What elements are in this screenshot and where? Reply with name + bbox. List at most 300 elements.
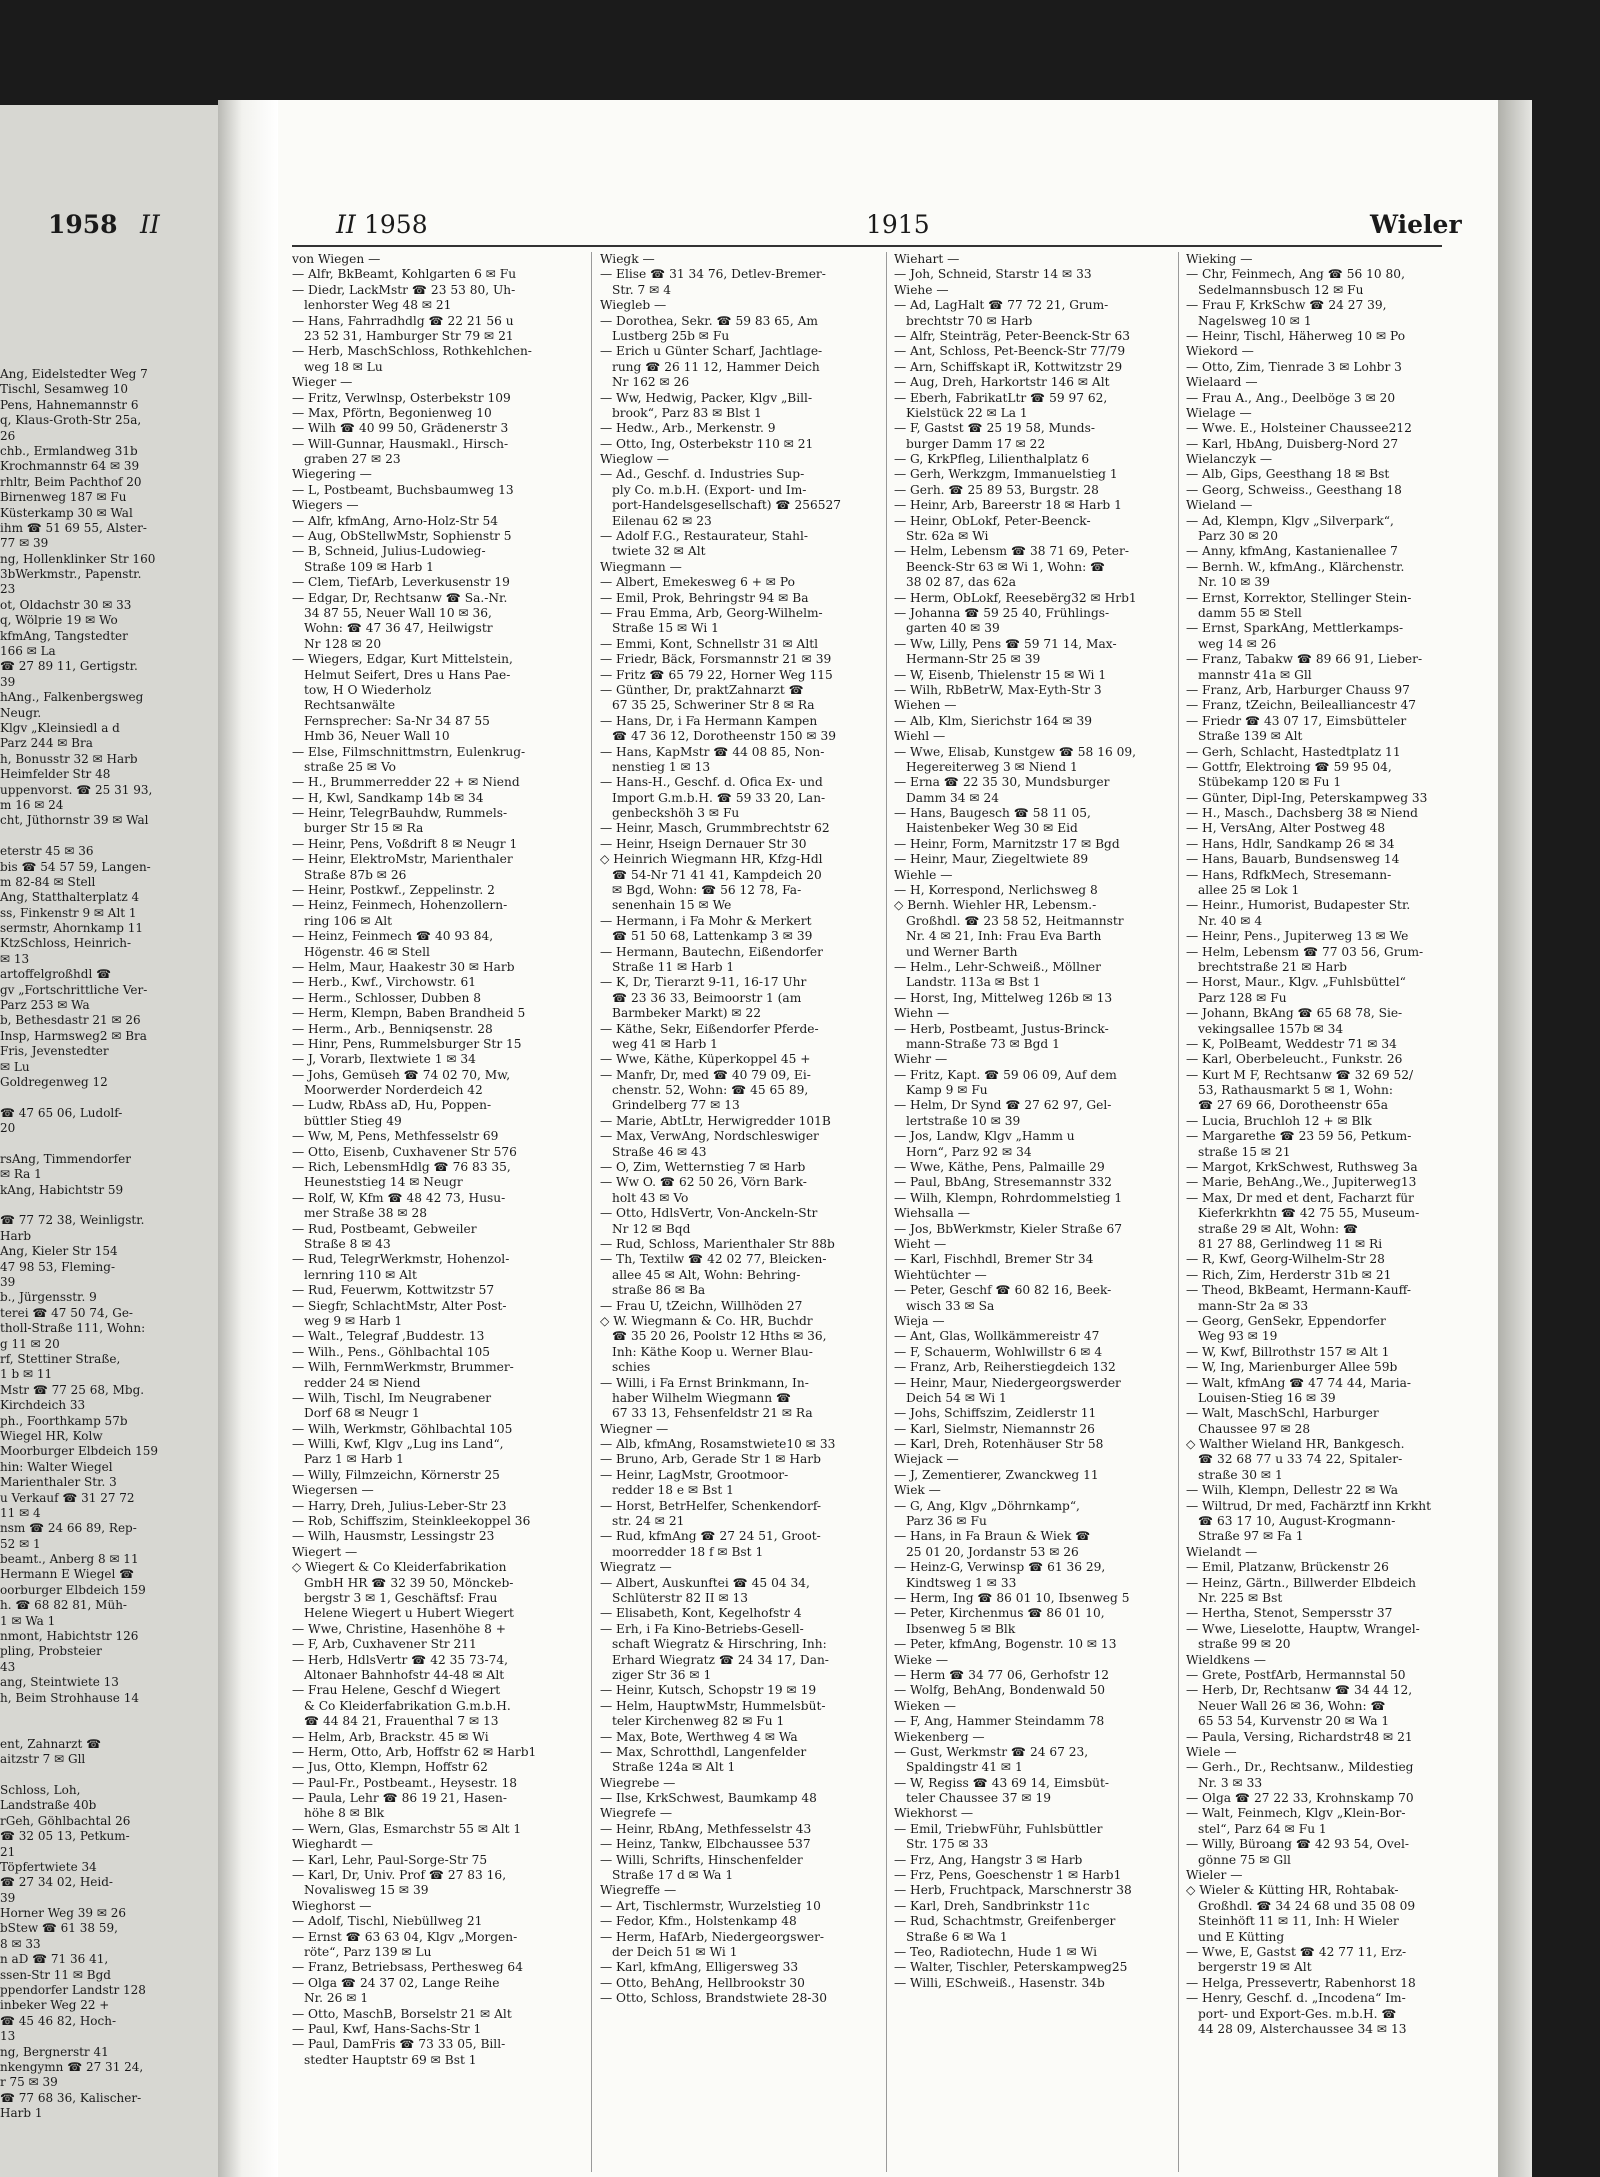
surname-heading: Wiegert — <box>292 1544 358 1559</box>
entry-line: höhe 8 ✉ Blk <box>304 1806 385 1821</box>
entry-line: Högenstr. 46 ✉ Stell <box>304 944 430 959</box>
entry-line: port-Handelsgesellschaft) ☎ 256527 <box>612 498 841 513</box>
entry-line: — Hermann, Bautechn, Eißendorfer <box>600 944 823 959</box>
surname-heading: Wielanczyk — <box>1186 452 1273 467</box>
entry-line: — Franz, Arb, Reiherstiegdeich 132 <box>894 1360 1116 1375</box>
entry-line: — Heinr, ElektroMstr, Marienthaler <box>292 852 513 867</box>
entry-line: ◇ Walther Wieland HR, Bankgesch. <box>1186 1437 1405 1452</box>
fragment-line: ot, Oldachstr 30 ✉ 33 <box>0 597 132 612</box>
entry-line: — Th, Textilw ☎ 42 02 77, Bleicken- <box>600 1252 827 1267</box>
entry-line: stedter Hauptstr 69 ✉ Bst 1 <box>304 2052 477 2067</box>
entry-line: und Werner Barth <box>906 944 1018 959</box>
entry-line: Str. 7 ✉ 4 <box>612 282 671 297</box>
entry-line: Schlüterstr 82 II ✉ 13 <box>612 1590 749 1605</box>
entry-line: — Johann, BkAng ☎ 65 68 78, Sie- <box>1186 1006 1403 1021</box>
entry-line: — F, Ang, Hammer Steindamm 78 <box>894 1714 1105 1729</box>
entry-line: röte“, Parz 139 ✉ Lu <box>304 1944 432 1959</box>
entry-line: ✉ Bgd, Wohn: ☎ 56 12 78, Fa- <box>612 883 802 898</box>
page-edge <box>1498 100 1532 2177</box>
entry-line: Dorf 68 ✉ Neugr 1 <box>304 1406 420 1421</box>
entry-line: nenstieg 1 ✉ 13 <box>612 759 711 774</box>
fragment-line: h. ☎ 68 82 81, Müh- <box>0 1598 127 1613</box>
entry-line: Parz 128 ✉ Fu <box>1198 990 1287 1005</box>
entry-line: Nagelsweg 10 ✉ 1 <box>1198 313 1312 328</box>
entry-line: — Willy, Büroang ☎ 42 93 54, Ovel- <box>1186 1837 1410 1852</box>
entry-line: — Wilh, Klempn, Dellestr 22 ✉ Wa <box>1186 1483 1398 1498</box>
entry-line: — Elise ☎ 31 34 76, Detlev-Bremer- <box>600 267 826 282</box>
entry-line: — Wwe, Käthe, Pens, Palmaille 29 <box>894 1160 1105 1175</box>
fragment-line: Goldregenweg 12 <box>0 1074 108 1089</box>
entry-line: — Siegfr, SchlachtMstr, Alter Post- <box>292 1298 507 1313</box>
entry-line: — Olga ☎ 24 37 02, Lange Reihe <box>292 1975 500 1990</box>
entry-line: — H., Brummerredder 22 + ✉ Niend <box>292 775 520 790</box>
entry-line: Haistenbeker Weg 30 ✉ Eid <box>906 821 1078 836</box>
entry-line: — Rud, Schachtmstr, Greifenberger <box>894 1914 1116 1929</box>
entry-line: — Helm., Lehr-Schweiß., Möllner <box>894 959 1101 974</box>
fragment-line: Parz 244 ✉ Bra <box>0 736 93 751</box>
surname-heading: Wiele — <box>1186 1744 1237 1759</box>
entry-line: — Erich u Günter Scharf, Jachtlage- <box>600 344 823 359</box>
fragment-line: 39 <box>0 674 16 689</box>
surname-heading: Wiekord — <box>1186 344 1254 359</box>
entry-line: chenstr. 52, Wohn: ☎ 45 65 89, <box>612 1083 809 1098</box>
entry-line: ☎ 54-Nr 71 41 41, Kampdeich 20 <box>612 867 822 882</box>
entry-line: — Wilh ☎ 40 99 50, Grädenerstr 3 <box>292 421 509 436</box>
entry-line: — Alb, Klm, Sierichstr 164 ✉ 39 <box>894 713 1093 728</box>
entry-line: — Frau Helene, Geschf d Wiegert <box>292 1683 501 1698</box>
entry-line: — Ww, Hedwig, Packer, Klgv „Bill- <box>600 390 813 405</box>
surname-heading: Wiegmann — <box>600 559 682 574</box>
entry-line: 53, Rathausmarkt 5 ✉ 1, Wohn: <box>1198 1083 1393 1098</box>
entry-line: Nr. 10 ✉ 39 <box>1198 575 1270 590</box>
entry-line: — Wwe, E, Gastst ☎ 42 77 11, Erz- <box>1186 1944 1407 1959</box>
entry-line: — Heinr, TelegrBauhdw, Rummels- <box>292 806 508 821</box>
entry-line: — Bruno, Arb, Gerade Str 1 ✉ Harb <box>600 1452 821 1467</box>
fragment-line <box>0 1137 212 1152</box>
entry-line: Louisen-Stieg 16 ✉ 39 <box>1198 1390 1336 1405</box>
surname-heading: Wiegersen — <box>292 1483 374 1498</box>
entry-line: Beenck-Str 63 ✉ Wi 1, Wohn: ☎ <box>906 559 1106 574</box>
entry-line: — Hans, RdfkMech, Stresemann- <box>1186 867 1392 882</box>
fragment-line: 47 98 53, Fleming- <box>0 1259 116 1274</box>
entry-line: mann-Straße 73 ✉ Bgd 1 <box>906 1036 1060 1051</box>
entry-line: — Hertha, Stenot, Sempersstr 37 <box>1186 1606 1393 1621</box>
fragment-line: nsm ☎ 24 66 89, Rep- <box>0 1521 137 1536</box>
entry-line: — Gerh., Dr., Rechtsanw., Mildestieg <box>1186 1760 1414 1775</box>
entry-line: mann-Str 2a ✉ 33 <box>1198 1298 1309 1313</box>
entry-line: Straße 46 ✉ 43 <box>612 1144 707 1159</box>
entry-line: — Wilh, RbBetrW, Max-Eyth-Str 3 <box>894 682 1102 697</box>
entry-line: Großhdl. ☎ 23 58 52, Heitmannstr <box>906 913 1124 928</box>
entry-line: Straße 6 ✉ Wa 1 <box>906 1929 1008 1944</box>
entry-line: — Horst, Ing, Mittelweg 126b ✉ 13 <box>894 990 1113 1005</box>
entry-line: schies <box>612 1360 651 1375</box>
fragment-line: ✉ 13 <box>0 951 30 966</box>
entry-line: — Fedor, Kfm., Holstenkamp 48 <box>600 1914 797 1929</box>
entry-line: Altonaer Bahnhofstr 44-48 ✉ Alt <box>304 1667 505 1682</box>
fragment-line: bis ☎ 54 57 59, Langen- <box>0 859 151 874</box>
entry-line: — Rud, TelegrWerkmstr, Hohenzol- <box>292 1252 510 1267</box>
entry-line: — Helm, Dr Synd ☎ 27 62 97, Gel- <box>894 1098 1112 1113</box>
column-separator-3 <box>1178 252 1179 2172</box>
surname-heading: Wieghardt — <box>292 1837 373 1852</box>
entry-line: redder 24 ✉ Niend <box>304 1375 421 1390</box>
entry-line: Str. 175 ✉ 33 <box>906 1837 989 1852</box>
fragment-line: ang, Steintwiete 13 <box>0 1675 119 1690</box>
entry-line: Weg 93 ✉ 19 <box>1198 1329 1278 1344</box>
entry-line: — Emil, Platzanw, Brückenstr 26 <box>1186 1560 1389 1575</box>
entry-line: Spaldingstr 41 ✉ 1 <box>906 1760 1023 1775</box>
entry-line: straße 86 ✉ Ba <box>612 1283 706 1298</box>
entry-line: — Heinr, Hseign Dernauer Str 30 <box>600 836 807 851</box>
entry-line: damm 55 ✉ Stell <box>1198 605 1302 620</box>
fragment-line: sermstr, Ahornkamp 11 <box>0 921 144 936</box>
entry-line: — Wwe. E., Holsteiner Chaussee212 <box>1186 421 1412 436</box>
entry-line: — Frau A., Ang., Deelböge 3 ✉ 20 <box>1186 390 1396 405</box>
entry-line: genbeckshöh 3 ✉ Fu <box>612 806 740 821</box>
entry-line: — Ludw, RbAss aD, Hu, Poppen- <box>292 1098 492 1113</box>
entry-line: 38 02 87, das 62a <box>906 575 1016 590</box>
entry-line: ring 106 ✉ Alt <box>304 913 393 928</box>
entry-line: — Heinr, Maur, Niedergeorgswerder <box>894 1375 1121 1390</box>
entry-line: Hermann-Str 25 ✉ 39 <box>906 652 1041 667</box>
entry-line: — Ant, Glas, Wollkämmereistr 47 <box>894 1329 1100 1344</box>
entry-line: — Karl, HbAng, Duisberg-Nord 27 <box>1186 436 1399 451</box>
fragment-line: 26 <box>0 428 16 443</box>
entry-line: — Manfr, Dr, med ☎ 40 79 09, Ei- <box>600 1067 811 1082</box>
fragment-line: ☎ 27 89 11, Gertigstr. <box>0 659 138 674</box>
entry-line: — Helga, Pressevertr, Rabenhorst 18 <box>1186 1975 1416 1990</box>
surname-heading: von Wiegen — <box>292 252 381 266</box>
surname-heading: Wiek — <box>894 1483 941 1498</box>
entry-line: — Paul-Fr., Postbeamt., Heysestr. 18 <box>292 1775 518 1790</box>
entry-line: — Wern, Glas, Esmarchstr 55 ✉ Alt 1 <box>292 1821 522 1836</box>
surname-heading: Wiehart — <box>894 252 960 266</box>
surname-heading: Wiegrebe — <box>600 1775 676 1790</box>
entry-line: — Ad, LagHalt ☎ 77 72 21, Grum- <box>894 298 1109 313</box>
entry-line: — Henry, Geschf. d. „Incodena“ Im- <box>1186 1991 1406 2006</box>
column-separator-1 <box>591 252 592 2172</box>
fragment-line: Horner Weg 39 ✉ 26 <box>0 1906 126 1921</box>
fragment-line: beamt., Anberg 8 ✉ 11 <box>0 1552 139 1567</box>
entry-line: Nr. 26 ✉ 1 <box>304 1991 369 2006</box>
entry-line: mannstr 41a ✉ Gll <box>1198 667 1312 682</box>
entry-line: Nr. 225 ✉ Bst <box>1198 1590 1283 1605</box>
entry-line: — Fritz ☎ 65 79 22, Horner Weg 115 <box>600 667 833 682</box>
entry-line: — Hinr, Pens, Rummelsburger Str 15 <box>292 1036 522 1051</box>
surname-heading: Wiekhorst — <box>894 1806 974 1821</box>
entry-line: — Hans, Bauarb, Bundsensweg 14 <box>1186 852 1400 867</box>
entry-line: Str. 62a ✉ Wi <box>906 529 989 544</box>
entry-line: ◇ Wieler & Kütting HR, Rohtabak- <box>1186 1883 1399 1898</box>
entry-column-4 <box>1186 252 1458 2037</box>
entry-line: — Max, Dr med et dent, Facharzt für <box>1186 1190 1414 1205</box>
entry-line: brook“, Parz 83 ✉ Blst 1 <box>612 405 762 420</box>
entry-line: Straße 8 ✉ 43 <box>304 1237 391 1251</box>
entry-line: — J, Zementierer, Zwanckweg 11 <box>894 1467 1099 1482</box>
entry-line: — Arn, Schiffskapt iR, Kottwitzstr 29 <box>894 359 1123 374</box>
entry-line: — Dorothea, Sekr. ☎ 59 83 65, Am <box>600 313 818 328</box>
entry-line: — Heinr, RbAng, Methfesselstr 43 <box>600 1821 812 1836</box>
fragment-line: rhltr, Beim Pachthof 20 <box>0 474 142 489</box>
entry-line: — Herb, Dr, Rechtsanw ☎ 34 44 12, <box>1186 1683 1413 1698</box>
entry-line: — Bernh. W., kfmAng., Klärchenstr. <box>1186 559 1405 574</box>
fragment-line <box>0 1090 212 1105</box>
entry-line: — Paul, Kwf, Hans-Sachs-Str 1 <box>292 2021 482 2036</box>
fragment-line <box>0 829 212 844</box>
entry-line: — R, Kwf, Georg-Wilhelm-Str 28 <box>1186 1252 1385 1267</box>
entry-line: Import G.m.b.H. ☎ 59 33 20, Lan- <box>612 790 826 805</box>
entry-line: — Peter, kfmAng, Bogenstr. 10 ✉ 13 <box>894 1637 1117 1652</box>
entry-line: weg 9 ✉ Harb 1 <box>304 1313 403 1328</box>
entry-line: — Herm, Klempn, Baben Brandheid 5 <box>292 1006 526 1021</box>
entry-line: — Otto, Ing, Osterbekstr 110 ✉ 21 <box>600 436 814 451</box>
entry-line: — Heinr., Humorist, Budapester Str. <box>1186 898 1411 913</box>
entry-line: ☎ 63 17 10, August-Krogmann- <box>1198 1514 1396 1529</box>
entry-line: 44 28 09, Alsterchaussee 34 ✉ 13 <box>1198 2021 1407 2036</box>
entry-line: — Hans, KapMstr ☎ 44 08 85, Non- <box>600 744 825 759</box>
entry-line: — Rolf, W, Kfm ☎ 48 42 73, Husu- <box>292 1190 506 1205</box>
entry-line: Nr. 3 ✉ 33 <box>1198 1775 1263 1790</box>
fragment-line: ☎ 32 05 13, Petkum- <box>0 1829 130 1844</box>
entry-line: — W, Eisenb, Thielenstr 15 ✉ Wi 1 <box>894 667 1107 682</box>
entry-line: Grindelberg 77 ✉ 13 <box>612 1098 740 1113</box>
entry-line: — F, Arb, Cuxhavener Str 211 <box>292 1637 477 1652</box>
fragment-line: ☎ 77 72 38, Weinligstr. <box>0 1213 145 1228</box>
surname-heading: Wiehle — <box>894 867 953 882</box>
entry-line: — Rob, Schiffszim, Steinkleekoppel 36 <box>292 1514 531 1529</box>
entry-line: — Heinz, Feinmech, Hohenzollern- <box>292 898 508 913</box>
entry-line: und E Kütting <box>1198 1929 1285 1944</box>
entry-line: Erhard Wiegratz ☎ 24 34 17, Dan- <box>612 1652 829 1667</box>
entry-line: Kieferkrkhtn ☎ 42 75 55, Museum- <box>1198 1206 1420 1221</box>
fragment-line: 1 ✉ Wa 1 <box>0 1613 56 1628</box>
entry-line: Hegereiterweg 3 ✉ Niend 1 <box>906 759 1078 774</box>
entry-line: Straße 17 d ✉ Wa 1 <box>612 1868 734 1883</box>
entry-line: Lustberg 25b ✉ Fu <box>612 328 730 343</box>
entry-line: — Heinr, Masch, Grummbrechtstr 62 <box>600 821 830 836</box>
fragment-line: ihm ☎ 51 69 55, Alster- <box>0 520 147 535</box>
entry-line: — F, Gastst ☎ 25 19 58, Munds- <box>894 421 1095 436</box>
fragment-line: eterstr 45 ✉ 36 <box>0 844 94 859</box>
page-header <box>0 210 1600 240</box>
fragment-line: 1 b ✉ 11 <box>0 1367 53 1382</box>
entry-line: — Gerh, Schlacht, Hastedtplatz 11 <box>1186 744 1401 759</box>
fragment-line: g 11 ✉ 20 <box>0 1336 60 1351</box>
entry-line: — Herm, Otto, Arb, Hoffstr 62 ✉ Harb1 <box>292 1744 537 1759</box>
fragment-line: bStew ☎ 61 38 59, <box>0 1921 118 1936</box>
entry-line: — Clem, TiefArb, Leverkusenstr 19 <box>292 575 510 590</box>
entry-line: redder 18 e ✉ Bst 1 <box>612 1483 734 1498</box>
entry-column-1 <box>292 252 564 2068</box>
fragment-line: r 75 ✉ 39 <box>0 2075 58 2090</box>
fragment-line: h, Beim Strohhause 14 <box>0 1690 139 1705</box>
entry-line: — Heinz, Gärtn., Billwerder Elbdeich <box>1186 1575 1417 1590</box>
fragment-line: cht, Jüthornstr 39 ✉ Wal <box>0 813 149 828</box>
entry-line: — Friedr ☎ 43 07 17, Eimsbütteler <box>1186 713 1407 728</box>
entry-line: — F, Schauerm, Wohlwillstr 6 ✉ 4 <box>894 1344 1103 1359</box>
fragment-line: Birnenweg 187 ✉ Fu <box>0 490 127 505</box>
entry-line: teler Chaussee 37 ✉ 19 <box>906 1791 1051 1806</box>
entry-line: — Gerh, Werkzgm, Immanuelstieg 1 <box>894 467 1118 482</box>
entry-line: — Frau Emma, Arb, Georg-Wilhelm- <box>600 605 823 620</box>
entry-line: allee 45 ✉ Alt, Wohn: Behring- <box>612 1267 801 1282</box>
entry-line: — Peter, Geschf ☎ 60 82 16, Beek- <box>894 1283 1112 1298</box>
entry-line: ☎ 32 68 77 u 33 74 22, Spitaler- <box>1198 1452 1403 1467</box>
fragment-line: hin: Walter Wiegel <box>0 1459 113 1474</box>
entry-line: — Walter, Tischler, Peterskampweg25 <box>894 1960 1128 1975</box>
surname-heading: Wieland — <box>1186 498 1253 513</box>
fragment-line: n aD ☎ 71 36 41, <box>0 1952 109 1967</box>
entry-line: — Rich, LebensmHdlg ☎ 76 83 35, <box>292 1160 511 1175</box>
entry-line: ply Co. m.b.H. (Export- und Im- <box>612 482 807 497</box>
entry-line: — Günter, Dipl-Ing, Peterskampweg 33 <box>1186 790 1428 805</box>
fragment-line: Marienthaler Str. 3 <box>0 1475 117 1490</box>
fragment-line: oorburger Elbdeich 159 <box>0 1582 146 1597</box>
fragment-line: ph., Foorthkamp 57b <box>0 1413 128 1428</box>
entry-line: — Heinr, Tischl, Häherweg 10 ✉ Po <box>1186 328 1406 343</box>
fragment-line: nmont, Habichtstr 126 <box>0 1629 139 1644</box>
fragment-line: pling, Probsteier <box>0 1644 102 1659</box>
entry-line: — Herm, HafArb, Niedergeorgswer- <box>600 1929 825 1944</box>
entry-line: Hmb 36, Neuer Wall 10 <box>304 729 450 744</box>
surname-heading: Wiegreffe — <box>600 1883 677 1898</box>
entry-line: Chaussee 97 ✉ 28 <box>1198 1421 1311 1436</box>
entry-line: — Elisabeth, Kont, Kegelhofstr 4 <box>600 1606 802 1621</box>
fragment-line: artoffelgroßhdl ☎ <box>0 967 112 982</box>
entry-line: Nr 162 ✉ 26 <box>612 375 690 390</box>
entry-line: brechtstraße 21 ✉ Harb <box>1198 959 1347 974</box>
surname-heading: Wieger — <box>292 375 353 390</box>
entry-line: — Karl, kfmAng, Elligersweg 33 <box>600 1960 799 1975</box>
entry-line: — Frz, Pens, Goeschenstr 1 ✉ Harb1 <box>894 1868 1122 1883</box>
entry-line: lertstraße 10 ✉ 39 <box>906 1113 1021 1128</box>
entry-line: ◇ W. Wiegmann & Co. HR, Buchdr <box>600 1313 813 1328</box>
entry-line: — Heinr, Postkwf., Zeppelinstr. 2 <box>292 883 495 898</box>
entry-line: senenhain 15 ✉ We <box>612 898 732 913</box>
entry-line: lenhorster Weg 48 ✉ 21 <box>304 298 452 313</box>
entry-line: — Alb, Gips, Geesthang 18 ✉ Bst <box>1186 467 1390 482</box>
entry-line: 67 35 25, Schweriner Str 8 ✉ Ra <box>612 698 815 713</box>
entry-line: — Herb, Postbeamt, Justus-Brinck- <box>894 1021 1109 1036</box>
fragment-line: u Verkauf ☎ 31 27 72 <box>0 1490 135 1505</box>
entry-line: — K, PolBeamt, Weddestr 71 ✉ 34 <box>1186 1036 1397 1051</box>
entry-line: — Wilh, Klempn, Rohrdommelstieg 1 <box>894 1190 1123 1205</box>
entry-line: — Karl, Fischhdl, Bremer Str 34 <box>894 1252 1094 1267</box>
entry-line: der Deich 51 ✉ Wi 1 <box>612 1944 738 1959</box>
entry-line: — Ant, Schloss, Pet-Beenck-Str 77/79 <box>894 344 1126 359</box>
surname-heading: Wiegk — <box>600 252 655 266</box>
entry-line: — Edgar, Dr, Rechtsanw ☎ Sa.-Nr. <box>292 590 508 605</box>
fragment-line: m 16 ✉ 24 <box>0 797 64 812</box>
entry-line: — Emmi, Kont, Schnellstr 31 ✉ Altl <box>600 636 819 651</box>
entry-line: — Georg, GenSekr, Eppendorfer <box>1186 1313 1386 1328</box>
entry-line: holt 43 ✉ Vo <box>612 1190 689 1205</box>
fragment-line: Töpfertwiete 34 <box>0 1859 97 1874</box>
surname-heading: Wiehl — <box>894 729 946 744</box>
fragment-line: ✉ Ra 1 <box>0 1167 42 1182</box>
entry-line: — W, Ing, Marienburger Allee 59b <box>1186 1360 1398 1375</box>
entry-line: — Karl, Oberbeleucht., Funkstr. 26 <box>1186 1052 1403 1067</box>
entry-line: str. 24 ✉ 21 <box>612 1514 685 1529</box>
entry-line: 25 01 20, Jordanstr 53 ✉ 26 <box>906 1544 1079 1559</box>
entry-line: — Grete, PostfArb, Hermannstal 50 <box>1186 1667 1406 1682</box>
entry-line: — Walt, kfmAng ☎ 47 74 44, Maria- <box>1186 1375 1412 1390</box>
entry-line: — Alfr, BkBeamt, Kohlgarten 6 ✉ Fu <box>292 267 517 282</box>
entry-line: Ibsenweg 5 ✉ Blk <box>906 1621 1016 1636</box>
fragment-line: hAng., Falkenbergsweg <box>0 690 144 705</box>
entry-line: — Helm, Lebensm ☎ 38 71 69, Peter- <box>894 544 1129 559</box>
running-head-keyword: Wieler <box>1370 210 1462 239</box>
header-year: 1958 <box>364 210 428 239</box>
entry-line: — Hermann, i Fa Mohr & Merkert <box>600 913 812 928</box>
entry-line: — Helm, Arb, Brackstr. 45 ✉ Wi <box>292 1729 489 1744</box>
surname-heading: Wiehen — <box>894 698 957 713</box>
fragment-line: Tischl, Sesamweg 10 <box>0 382 129 397</box>
entry-line: — Wilh., Pens., Göhlbachtal 105 <box>292 1344 490 1359</box>
entry-line: — Will-Gunnar, Hausmakl., Hirsch- <box>292 436 509 451</box>
entry-line: — Emil, Prok, Behringstr 94 ✉ Ba <box>600 590 809 605</box>
entry-line: büttler Stieg 49 <box>304 1113 402 1128</box>
surname-heading: Wiegers — <box>292 498 359 513</box>
entry-line: straße 15 ✉ 21 <box>1198 1144 1291 1159</box>
entry-line: — Olga ☎ 27 22 33, Krohnskamp 70 <box>1186 1791 1414 1806</box>
surname-heading: Wiehe — <box>894 282 949 297</box>
entry-line: — Heinr, LagMstr, Grootmoor- <box>600 1467 789 1482</box>
entry-line: — Diedr, LackMstr ☎ 23 53 80, Uh- <box>292 282 516 297</box>
surname-heading: Wieldkens — <box>1186 1652 1266 1667</box>
entry-line: — G, KrkPfleg, Lilienthalplatz 6 <box>894 452 1090 467</box>
entry-line: ☎ 47 36 12, Dorotheenstr 150 ✉ 39 <box>612 729 836 744</box>
entry-line: straße 99 ✉ 20 <box>1198 1637 1291 1652</box>
entry-line: — Heinz-G, Verwinsp ☎ 61 36 29, <box>894 1560 1106 1575</box>
entry-line: mer Straße 38 ✉ 28 <box>304 1206 428 1221</box>
entry-line: Fernsprecher: Sa-Nr 34 87 55 <box>304 713 490 728</box>
entry-line: — Theod, BkBeamt, Hermann-Kauff- <box>1186 1283 1411 1298</box>
fragment-line: 8 ✉ 33 <box>0 1936 41 1951</box>
entry-line: — Fritz, Verwlnsp, Osterbekstr 109 <box>292 390 511 405</box>
entry-line: Eilenau 62 ✉ 23 <box>612 513 712 528</box>
entry-line: rung ☎ 26 11 12, Hammer Deich <box>612 359 820 374</box>
entry-line: — Herm ☎ 34 77 06, Gerhofstr 12 <box>894 1667 1110 1682</box>
entry-line: burger Str 15 ✉ Ra <box>304 821 424 836</box>
entry-line: — Johs, Schiffszim, Zeidlerstr 11 <box>894 1406 1097 1421</box>
fragment-line: gv „Fortschrittliche Ver- <box>0 982 148 997</box>
entry-line: — Willi, i Fa Ernst Brinkmann, In- <box>600 1375 809 1390</box>
entry-line: ziger Str 36 ✉ 1 <box>612 1667 712 1682</box>
entry-line: — Ww, M, Pens, Methfesselstr 69 <box>292 1129 499 1144</box>
entry-line: — Herb., Kwf., Virchowstr. 61 <box>292 975 477 990</box>
entry-line: — Heinz, Tankw, Elbchaussee 537 <box>600 1837 811 1852</box>
entry-line: — Helm, Maur, Haakestr 30 ✉ Harb <box>292 959 515 974</box>
entry-line: wisch 33 ✉ Sa <box>906 1298 995 1313</box>
surname-heading: Wiehn — <box>894 1006 950 1021</box>
entry-line: — Hans, Baugesch ☎ 58 11 05, <box>894 806 1091 821</box>
fragment-line: nkengymn ☎ 27 31 24, <box>0 2059 144 2074</box>
entry-line: ◇ Heinrich Wiegmann HR, Kfzg-Hdl <box>600 852 823 867</box>
fragment-line: Krochmannstr 64 ✉ 39 <box>0 459 140 474</box>
entry-line: — Emil, TriebwFühr, Fuhlsbüttler <box>894 1821 1103 1836</box>
entry-line: gönne 75 ✉ Gll <box>1198 1852 1291 1867</box>
entry-line: bergstr 3 ✉ 1, Geschäftsf: Frau <box>304 1590 498 1605</box>
entry-line: — Eberh, FabrikatLtr ☎ 59 97 62, <box>894 390 1108 405</box>
book-gutter <box>218 100 278 2177</box>
header-volume: II <box>336 210 356 239</box>
entry-line: — Herm, Ing ☎ 86 01 10, Ibsenweg 5 <box>894 1590 1130 1605</box>
entry-line: — Otto, MaschB, Borselstr 21 ✉ Alt <box>292 2006 512 2021</box>
surname-heading: Wiegrefe — <box>600 1806 673 1821</box>
surname-heading: Wieler — <box>1186 1868 1243 1883</box>
